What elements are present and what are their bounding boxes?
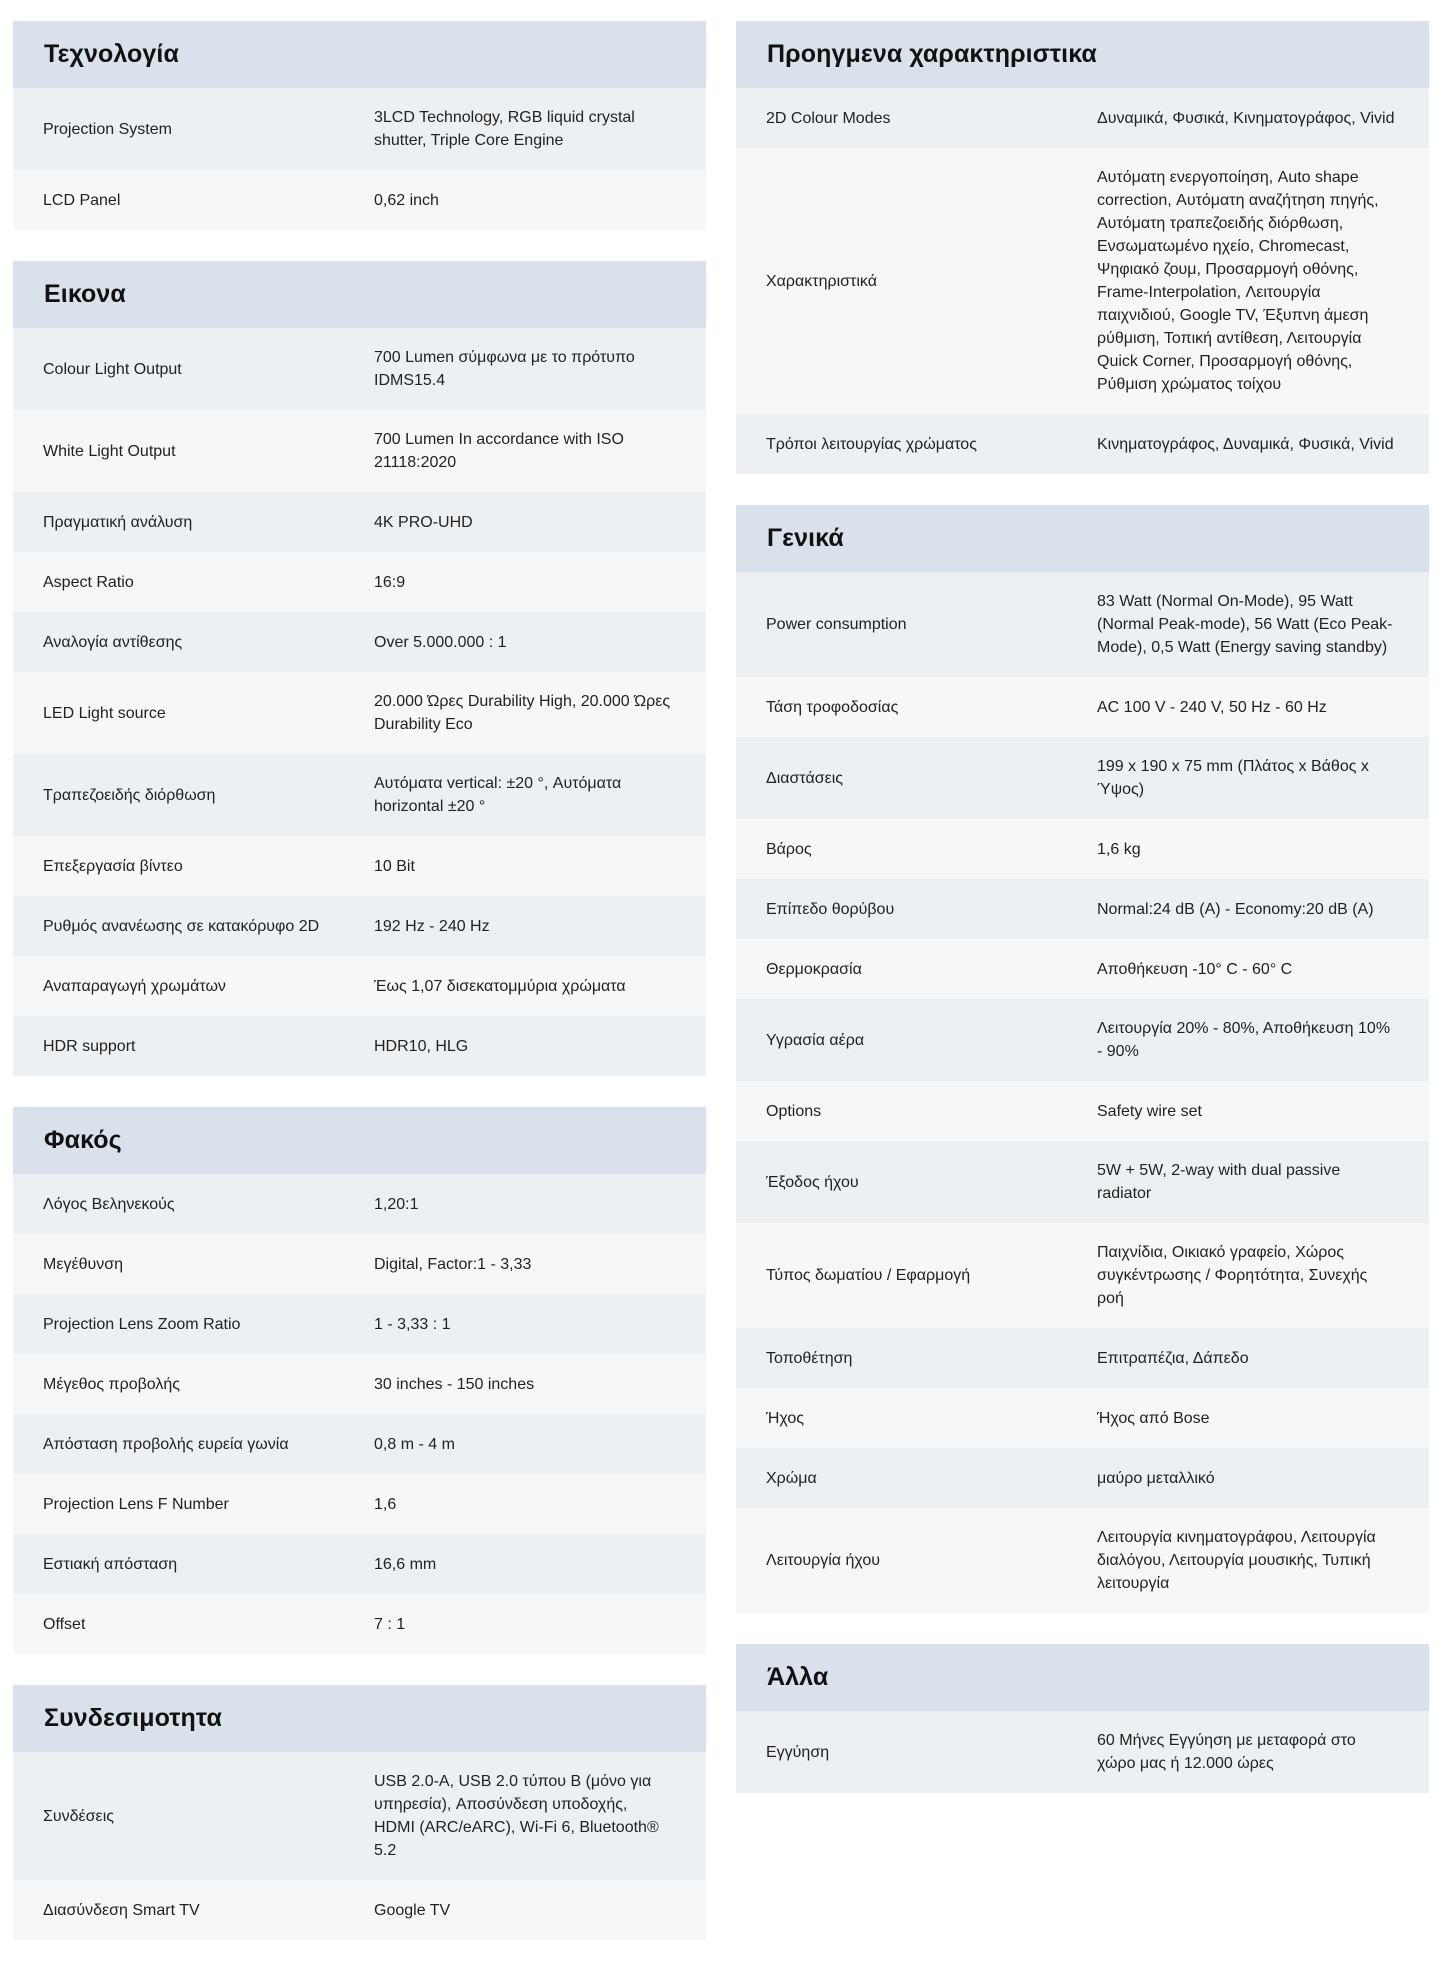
spec-row: [13, 88, 706, 170]
section-right-0: [736, 21, 1429, 474]
spec-value: 192 Hz - 240 Hz: [374, 917, 490, 935]
spec-table: [13, 88, 706, 230]
spec-label: Power consumption: [766, 616, 907, 633]
spec-row: [736, 1223, 1429, 1328]
section-title: Φακός: [44, 1126, 122, 1154]
spec-label: Υγρασία αέρα: [766, 1031, 865, 1049]
spec-row: [13, 836, 706, 896]
spec-value: Δυναμικά, Φυσικά, Κινηματογράφος, Vivid: [1097, 109, 1395, 127]
spec-value: Παιχνίδια, Οικιακό γραφείο, Χώρος συγκέντρωσης / Φορητότητα, Συνεχής ροή: [1097, 1244, 1368, 1307]
spec-value: 1 - 3,33 : 1: [374, 1315, 451, 1333]
spec-row: [13, 672, 706, 754]
spec-table: [736, 1711, 1429, 1793]
spec-row: [13, 1534, 706, 1594]
spec-value: Ήχος από Bose: [1097, 1409, 1210, 1427]
section-header: [13, 1107, 706, 1174]
spec-row: [13, 1880, 706, 1940]
section-right-2: [736, 1644, 1429, 1793]
spec-label: Τοποθέτηση: [766, 1349, 853, 1367]
spec-label: Απόσταση προβολής ευρεία γωνία: [43, 1435, 289, 1453]
spec-value: μαύρο μεταλλικό: [1097, 1469, 1215, 1487]
spec-table: [13, 328, 706, 1076]
spec-label: Τρόποι λειτουργίας χρώματος: [766, 435, 977, 453]
spec-value: Google TV: [374, 1901, 451, 1919]
spec-label: Ρυθμός ανανέωσης σε κατακόρυφο 2D: [43, 917, 320, 935]
spec-label: Εστιακή απόσταση: [43, 1555, 178, 1573]
spec-row: [13, 1414, 706, 1474]
spec-label: Τραπεζοειδής διόρθωση: [43, 786, 216, 804]
spec-value: HDR10, HLG: [374, 1037, 469, 1055]
spec-row: [736, 939, 1429, 999]
spec-label: Πραγματική ανάλυση: [43, 513, 193, 531]
spec-row: [736, 148, 1429, 414]
spec-value: 1,20:1: [374, 1195, 419, 1213]
spec-row: [736, 572, 1429, 677]
spec-value: AC 100 V - 240 V, 50 Hz - 60 Hz: [1097, 698, 1327, 716]
spec-row: [736, 1081, 1429, 1141]
spec-value: 20.000 Ώρες Durability High, 20.000 Ώρες Durability Eco: [374, 693, 671, 733]
spec-label: Offset: [43, 1615, 86, 1633]
spec-label: Μεγέθυνση: [43, 1255, 124, 1273]
section-title: Εικονα: [44, 280, 126, 308]
spec-label: Χρώμα: [766, 1469, 817, 1487]
spec-label: Μέγεθος προβολής: [43, 1375, 180, 1393]
spec-row: [13, 1594, 706, 1654]
section-left-1: [13, 261, 706, 1076]
spec-row: [736, 1328, 1429, 1388]
section-header: [13, 261, 706, 328]
spec-label: 2D Colour Modes: [766, 109, 891, 127]
spec-label: Επεξεργασία βίντεο: [43, 857, 183, 875]
spec-row: [13, 492, 706, 552]
spec-value: Έως 1,07 δισεκατομμύρια χρώματα: [374, 977, 626, 995]
spec-row: [13, 1016, 706, 1076]
spec-value: 3LCD Technology, RGB liquid crystal shutter, Triple Core Engine: [374, 109, 635, 149]
spec-value: Αυτόματα vertical: ±20 °, Αυτόματα horizontal ±20 °: [374, 775, 622, 815]
spec-value: Επιτραπέζια, Δάπεδο: [1097, 1349, 1249, 1367]
spec-label: Projection System: [43, 120, 172, 138]
spec-label: Συνδέσεις: [43, 1807, 114, 1825]
spec-label: Λόγος Βεληνεκούς: [43, 1195, 175, 1213]
spec-label: Τύπος δωματίου / Εφαρμογή: [766, 1267, 971, 1284]
spec-label: Aspect Ratio: [43, 573, 134, 591]
spec-label: Επίπεδο θορύβου: [766, 900, 895, 918]
spec-value: 16,6 mm: [374, 1555, 437, 1573]
spec-label: Τάση τροφοδοσίας: [766, 698, 899, 716]
spec-row: [13, 1752, 706, 1880]
section-header: [13, 21, 706, 88]
spec-label: Λειτουργία ήχου: [766, 1552, 880, 1569]
spec-row: [736, 1508, 1429, 1613]
spec-value: 199 x 190 x 75 mm (Πλάτος x Βάθος x Ύψος): [1097, 758, 1369, 798]
spec-value: 0,8 m - 4 m: [374, 1435, 455, 1453]
left-spec-column: [13, 21, 706, 1971]
spec-label: White Light Output: [43, 442, 176, 460]
right-spec-column: [736, 21, 1429, 1824]
spec-value: 16:9: [374, 573, 406, 591]
spec-row: [13, 956, 706, 1016]
spec-row: [13, 328, 706, 410]
spec-table: [736, 572, 1429, 1613]
spec-value: USB 2.0-A, USB 2.0 τύπου B (μόνο για υπηρεσία), Αποσύνδεση υποδοχής, HDMI (ARC/eARC), Wi-Fi 6, Bluetooth® 5.2: [374, 1773, 659, 1859]
section-left-2: [13, 1107, 706, 1654]
spec-row: [13, 552, 706, 612]
section-title: Γενικά: [767, 524, 844, 552]
spec-value: 700 Lumen σύμφωνα με το πρότυπο IDMS15.4: [374, 349, 635, 389]
spec-row: [13, 1474, 706, 1534]
spec-row: [13, 896, 706, 956]
spec-row: [736, 1711, 1429, 1793]
spec-row: [13, 1174, 706, 1234]
spec-row: [736, 819, 1429, 879]
spec-row: [736, 879, 1429, 939]
spec-label: Colour Light Output: [43, 360, 182, 378]
spec-table: [736, 88, 1429, 474]
spec-row: [13, 1234, 706, 1294]
spec-value: 5W + 5W, 2-way with dual passive radiator: [1097, 1162, 1341, 1202]
section-title: Άλλα: [767, 1663, 829, 1691]
section-header: [736, 505, 1429, 572]
section-header: [13, 1685, 706, 1752]
spec-label: Διασύνδεση Smart TV: [43, 1901, 200, 1919]
spec-value: 10 Bit: [374, 857, 415, 875]
spec-label: LED Light source: [43, 704, 166, 722]
spec-value: 30 inches - 150 inches: [374, 1375, 535, 1393]
spec-value: Αποθήκευση -10° C - 60° C: [1097, 960, 1293, 978]
spec-value: 700 Lumen In accordance with ISO 21118:2020: [374, 431, 624, 471]
section-header: [736, 1644, 1429, 1711]
spec-label: Ήχος: [766, 1409, 804, 1427]
spec-value: 83 Watt (Normal On-Mode), 95 Watt (Normal Peak-mode), 56 Watt (Eco Peak-Mode), 0,5 Watt (Energy saving standby): [1097, 593, 1393, 656]
spec-label: HDR support: [43, 1037, 136, 1055]
spec-row: [736, 999, 1429, 1081]
section-title: Συνδεσιμοτητα: [44, 1704, 222, 1732]
section-right-1: [736, 505, 1429, 1613]
section-left-0: [13, 21, 706, 230]
spec-table: [13, 1174, 706, 1654]
spec-row: [736, 88, 1429, 148]
spec-value: 1,6 kg: [1097, 840, 1141, 858]
spec-label: Έξοδος ήχου: [766, 1173, 859, 1191]
spec-row: [13, 754, 706, 836]
section-header: [736, 21, 1429, 88]
spec-value: Αυτόματη ενεργοποίηση, Auto shape correction, Αυτόματη αναζήτηση πηγής, Αυτόματη τραπεζοειδής διόρθωση, Ενσωματωμένο ηχείο, Chromecast, Ψηφιακό ζουμ, Προσαρμογή οθόνης, Frame-Interpolation, Λειτουργία παιχνιδιού, Google TV, Έξυπνη άμεση ρύθμιση, Τοπική αντίθεση, Λειτουργία Quick Corner, Προσαρμογή οθόνης, Ρύθμιση χρώματος τοίχου: [1097, 169, 1379, 393]
spec-label: Εγγύηση: [766, 1743, 830, 1761]
spec-row: [736, 677, 1429, 737]
spec-value: 60 Μήνες Εγγύηση με μεταφορά στο χώρο μας ή 12.000 ώρες: [1097, 1732, 1356, 1772]
spec-label: Αναλογία αντίθεσης: [43, 633, 183, 651]
spec-row: [736, 1388, 1429, 1448]
spec-row: [13, 170, 706, 230]
spec-row: [736, 737, 1429, 819]
spec-label: Θερμοκρασία: [766, 960, 862, 978]
spec-label: Διαστάσεις: [766, 769, 843, 787]
spec-label: Αναπαραγωγή χρωμάτων: [43, 977, 226, 995]
spec-table: [13, 1752, 706, 1940]
spec-value: 7 : 1: [374, 1615, 406, 1633]
spec-value: 0,62 inch: [374, 191, 439, 209]
spec-label: Βάρος: [766, 840, 812, 858]
spec-value: 4K PRO-UHD: [374, 513, 473, 531]
spec-value: Safety wire set: [1097, 1102, 1202, 1120]
spec-row: [13, 612, 706, 672]
spec-label: Options: [766, 1102, 822, 1120]
spec-row: [736, 1448, 1429, 1508]
spec-row: [736, 1141, 1429, 1223]
spec-value: Λειτουργία κινηματογράφου, Λειτουργία διαλόγου, Λειτουργία μουσικής, Τυπική λειτουργία: [1097, 1529, 1376, 1592]
spec-row: [13, 410, 706, 492]
section-left-3: [13, 1685, 706, 1940]
spec-value: 1,6: [374, 1495, 397, 1513]
spec-row: [13, 1294, 706, 1354]
spec-label: LCD Panel: [43, 191, 121, 209]
spec-value: Λειτουργία 20% - 80%, Αποθήκευση 10% - 90%: [1097, 1020, 1391, 1060]
spec-label: Projection Lens F Number: [43, 1495, 229, 1513]
spec-value: Digital, Factor:1 - 3,33: [374, 1255, 532, 1273]
spec-value: Κινηματογράφος, Δυναμικά, Φυσικά, Vivid: [1097, 435, 1394, 453]
spec-row: [13, 1354, 706, 1414]
spec-label: Χαρακτηριστικά: [766, 272, 877, 290]
section-title: Τεχνολογία: [44, 40, 179, 68]
spec-row: [736, 414, 1429, 474]
spec-label: Projection Lens Zoom Ratio: [43, 1315, 241, 1333]
section-title: Προηγμενα χαρακτηριστικα: [767, 40, 1097, 68]
spec-value: Over 5.000.000 : 1: [374, 633, 507, 651]
spec-value: Normal:24 dB (A) - Economy:20 dB (A): [1097, 900, 1374, 918]
